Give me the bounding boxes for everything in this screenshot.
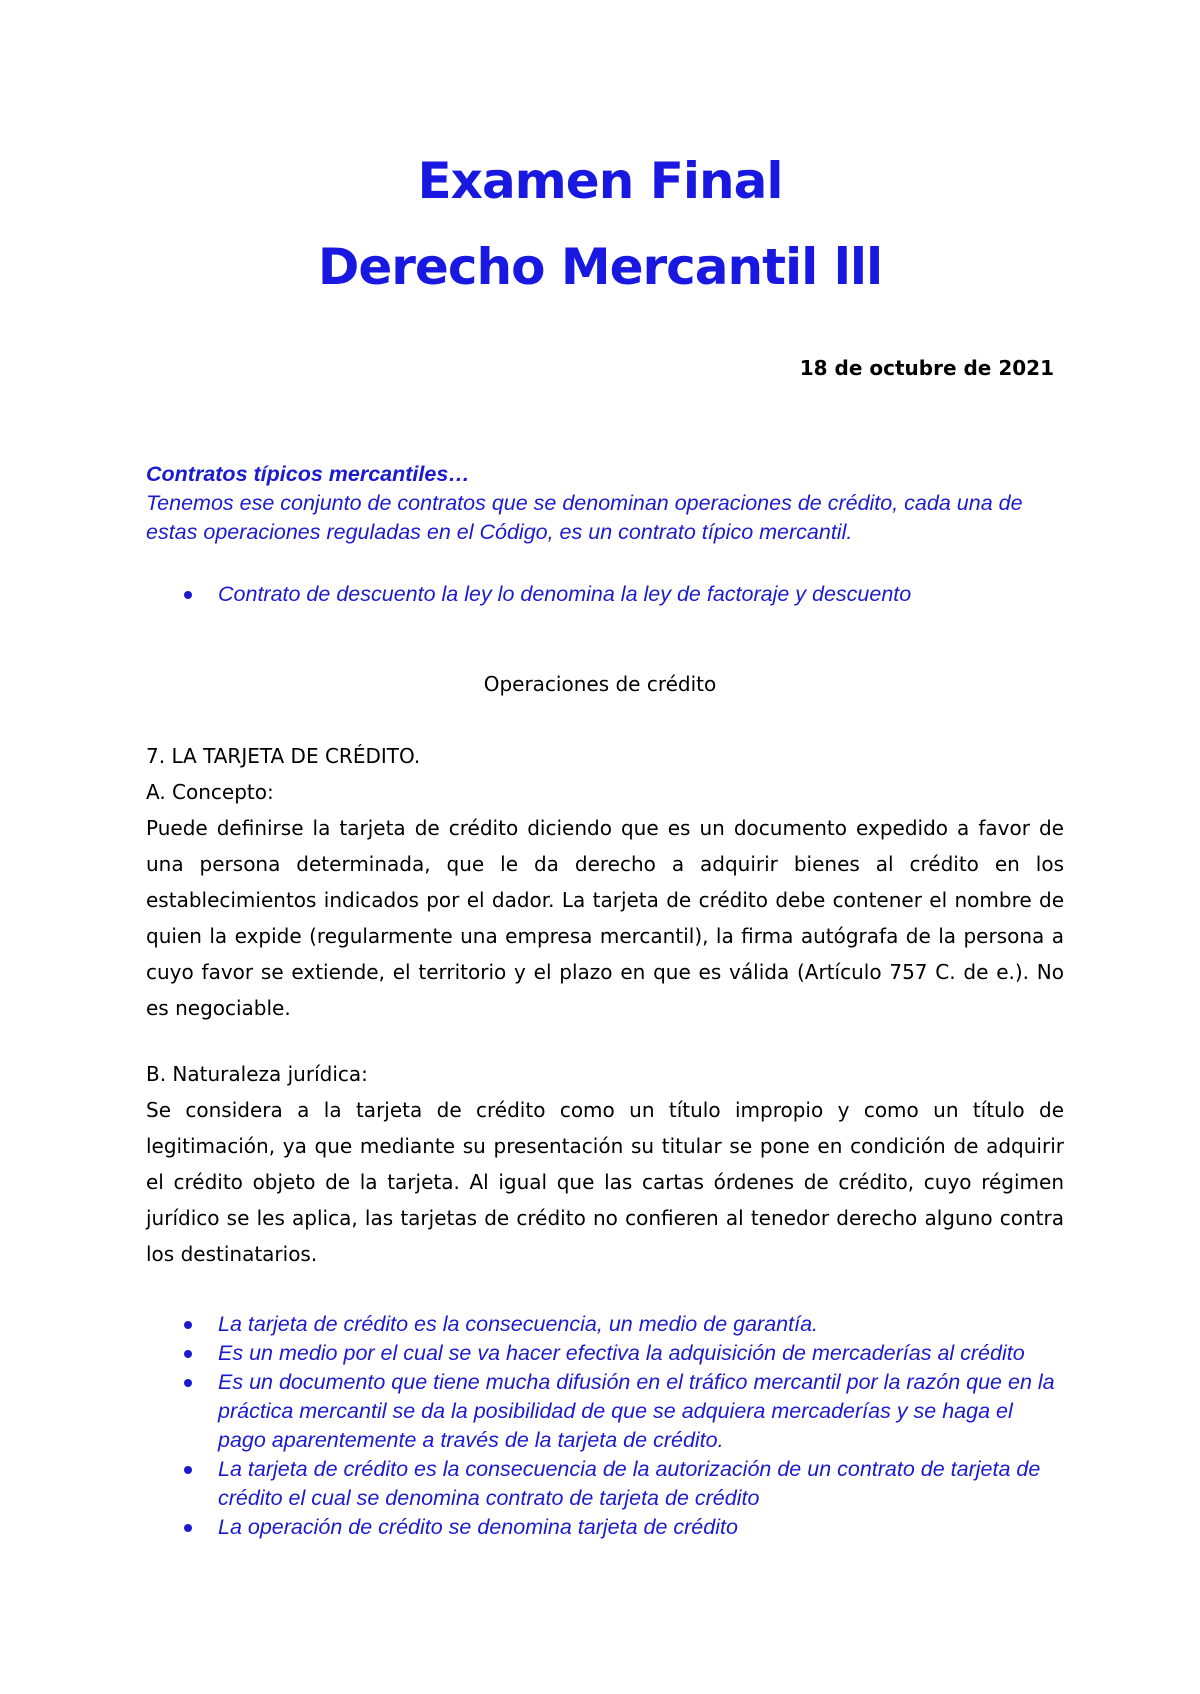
section-title: 7. LA TARJETA DE CRÉDITO. xyxy=(146,744,421,768)
legal-nature-paragraph: Se considera a la tarjeta de crédito como un título impropio y como un título de legitimación, ya que mediante su presentación su titular se pone en condición de adquirir el crédito objeto de la tarjeta. Al igual que las cartas órdenes de crédito, cuyo régimen jurídico se les aplica, las tarjetas de crédito no confieren al tenedor derecho alguno contra los destinatarios. xyxy=(146,1098,1064,1266)
bullet-icon xyxy=(184,1466,192,1474)
bullet-icon xyxy=(184,591,192,599)
section-credit-card xyxy=(146,738,1064,1026)
document-date: 18 de octubre de 2021 xyxy=(799,356,1054,380)
bullet-icon xyxy=(184,1350,192,1358)
section-legal-nature xyxy=(146,1056,1064,1272)
list-item xyxy=(182,1368,1062,1455)
list-item-text: La tarjeta de crédito es la consecuencia de la autorización de un contrato de tarjeta de crédito el cual se denomina contrato de tarjeta de crédito xyxy=(218,1457,1041,1510)
operations-heading: Operaciones de crédito xyxy=(483,672,717,696)
intro-block xyxy=(146,460,1056,547)
list-item-text: Contrato de descuento la ley lo denomina la ley de factoraje y descuento xyxy=(218,582,912,606)
notes-bullet-list xyxy=(182,1310,1062,1542)
list-item-text: La tarjeta de crédito es la consecuencia, un medio de garantía. xyxy=(218,1312,818,1336)
concept-paragraph: Puede definirse la tarjeta de crédito diciendo que es un documento expedido a favor de una persona determinada, que le da derecho a adquirir bienes al crédito en los establecimientos indicados por el dador. La tarjeta de crédito debe contener el nombre de quien la expide (regularmente una empresa mercantil), la firma autógrafa de la persona a cuyo favor se extiende, el territorio y el plazo en que es válida (Artículo 757 C. de e.). No es negociable. xyxy=(146,816,1064,1020)
bullet-icon xyxy=(184,1379,192,1387)
list-item xyxy=(182,1455,1062,1513)
list-item-text: Es un medio por el cual se va hacer efectiva la adquisición de mercaderías al crédito xyxy=(218,1341,1025,1365)
legal-nature-heading: B. Naturaleza jurídica: xyxy=(146,1062,368,1086)
list-item-text: Es un documento que tiene mucha difusión en el tráfico mercantil por la razón que en la práctica mercantil se da la posibilidad de que se adquiera mercaderías y se haga el pago aparentemente a través de la tarjeta de crédito. xyxy=(218,1370,1055,1452)
intro-text: Tenemos ese conjunto de contratos que se denominan operaciones de crédito, cada una de estas operaciones reguladas en el Código, es un contrato típico mercantil. xyxy=(146,491,1023,544)
title-line-1: Examen Final xyxy=(417,152,783,210)
list-item xyxy=(182,1310,1062,1339)
list-item xyxy=(182,580,1062,609)
bullet-icon xyxy=(184,1321,192,1329)
title-line-2: Derecho Mercantil lll xyxy=(317,238,883,296)
intro-heading: Contratos típicos mercantiles… xyxy=(146,462,470,486)
list-item-text: La operación de crédito se denomina tarjeta de crédito xyxy=(218,1515,738,1539)
bullet-icon xyxy=(184,1524,192,1532)
list-item xyxy=(182,1513,1062,1542)
concept-heading: A. Concepto: xyxy=(146,780,274,804)
list-item xyxy=(182,1339,1062,1368)
intro-bullet-list xyxy=(182,580,1062,609)
